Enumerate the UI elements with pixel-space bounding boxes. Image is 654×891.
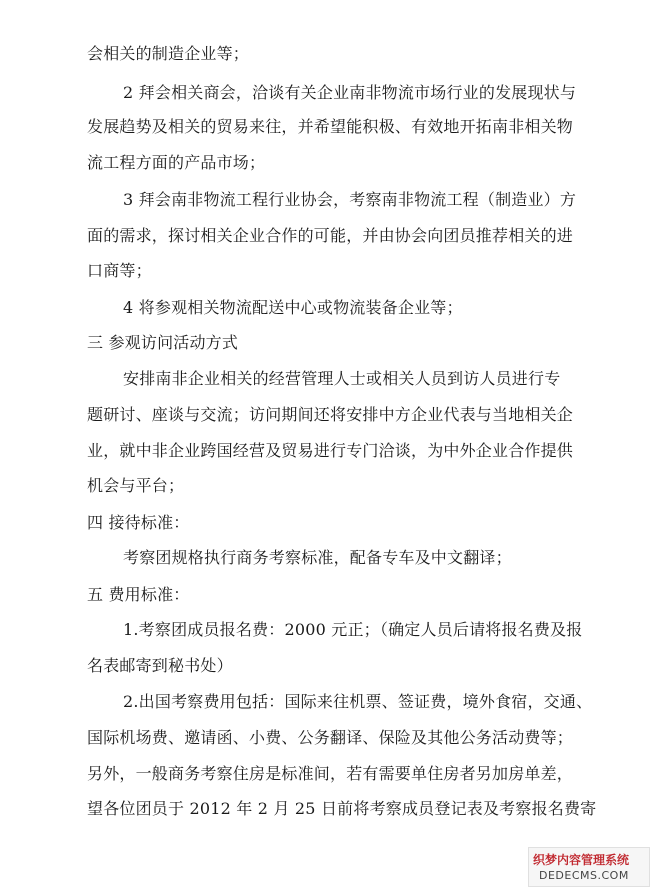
section-heading: 四 接待标准：	[87, 513, 190, 532]
text-line: 1.考察团成员报名费：2000 元正；（确定人员后请将报名费及报	[123, 620, 583, 639]
watermark-logo	[528, 847, 650, 887]
section-heading: 三 参观访问活动方式	[87, 333, 239, 352]
text-line: 流工程方面的产品市场；	[87, 153, 266, 172]
text-line: 题研讨、座谈与交流；访问期间还将安排中方企业代表与当地相关企	[87, 405, 574, 424]
text-line: 3 拜会南非物流工程行业协会，考察南非物流工程（制造业）方	[123, 190, 577, 209]
text-line: 2.出国考察费用包括：国际来往机票、签证费，境外食宿，交通、	[123, 692, 593, 711]
text-line: 考察团规格执行商务考察标准，配备专车及中文翻译；	[123, 548, 512, 567]
text-line: 机会与平台；	[87, 476, 185, 495]
text-line: 面的需求，探讨相关企业合作的可能，并由协会向团员推荐相关的进	[87, 226, 574, 245]
text-line: 安排南非企业相关的经营管理人士或相关人员到访人员进行专	[123, 369, 561, 388]
text-line: 名表邮寄到秘书处）	[87, 656, 233, 675]
text-line: 国际机场费、邀请函、小费、公务翻译、保险及其他公务活动费等；	[87, 728, 574, 747]
watermark-url: DEDECMS.COM	[539, 869, 629, 882]
text-line: 会相关的制造企业等；	[87, 44, 250, 63]
text-line: 发展趋势及相关的贸易来往，并希望能积极、有效地开拓南非相关物	[87, 117, 574, 136]
text-line: 业，就中非企业跨国经营及贸易进行专门洽谈，为中外企业合作提供	[87, 441, 574, 460]
text-line: 2 拜会相关商会，洽谈有关企业南非物流市场行业的发展现状与	[123, 83, 577, 102]
section-heading: 五 费用标准：	[87, 585, 190, 604]
text-line: 望各位团员于 2012 年 2 月 25 日前将考察成员登记表及考察报名费寄	[87, 799, 597, 818]
text-line: 4 将参观相关物流配送中心或物流装备企业等；	[123, 298, 463, 317]
watermark-title: 织梦内容管理系统	[533, 853, 630, 867]
text-line: 另外，一般商务考察住房是标准间，若有需要单住房者另加房单差，	[87, 764, 574, 783]
text-line: 口商等；	[87, 261, 152, 280]
